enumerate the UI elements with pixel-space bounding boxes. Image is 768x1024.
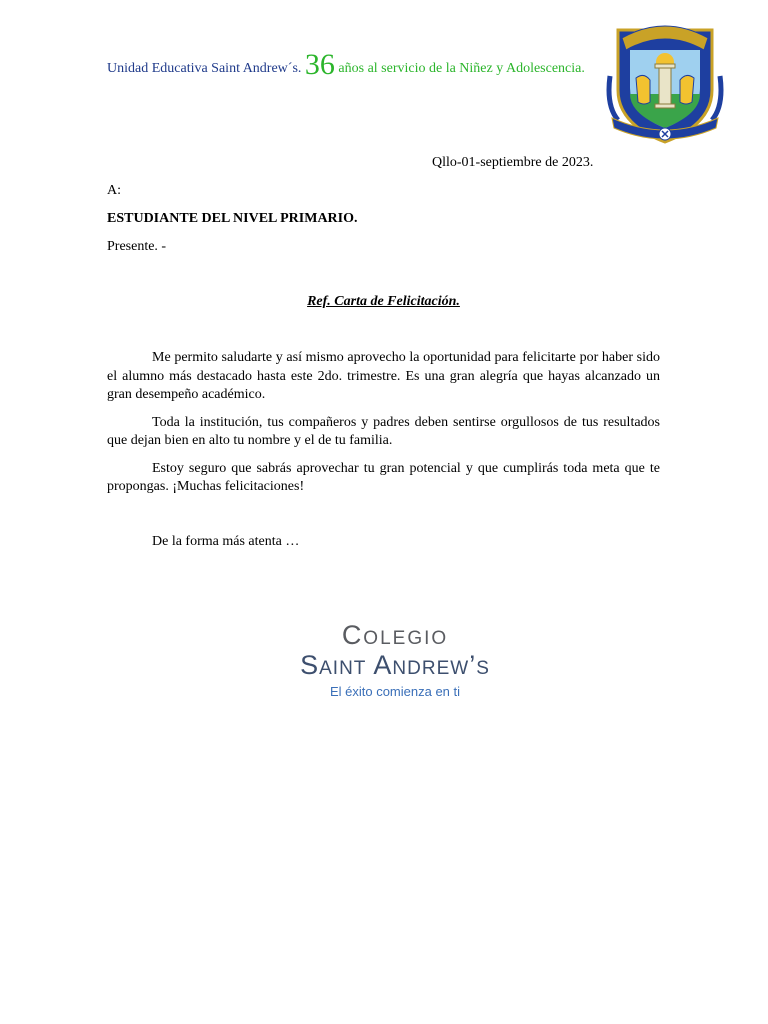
paragraph: Toda la institución, tus compañeros y padres deben sentirse orgullosos de tus resultados que dejan bien en alto tu nombre y el de tu familia. <box>107 414 660 448</box>
letter-date: Qllo-01-septiembre de 2023. <box>432 155 594 170</box>
letter-closing: De la forma más atenta … <box>152 534 300 549</box>
institution-name: Unidad Educativa Saint Andrew´s. <box>107 61 302 76</box>
letter-body <box>107 349 660 506</box>
crest-icon <box>604 16 726 146</box>
paragraph: Me permito saludarte y así mismo aprovecho la oportunidad para felicitarte por haber sido el alumno más destacado hasta este 2do. trimestre. Es una gran alegría que hayas alcanzado un gran desempeño académico. <box>107 350 660 402</box>
colegio-logo <box>270 620 520 699</box>
header-tagline: años al servicio de la Niñez y Adolescencia. <box>338 61 585 76</box>
recipient-name: ESTUDIANTE DEL NIVEL PRIMARIO. <box>107 211 358 226</box>
recipient-label: A: <box>107 183 121 198</box>
logo-slogan: El éxito comienza en ti <box>329 684 461 699</box>
present-line: Presente. - <box>107 239 167 254</box>
header-line <box>107 48 585 82</box>
logo-line-colegio: Colegio <box>341 620 449 650</box>
paragraph: Estoy seguro que sabrás aprovechar tu gran potencial y que cumplirás toda meta que te propongas. ¡Muchas felicitaciones! <box>107 460 660 494</box>
logo-line-saint-andrews: Saint Andrew’s <box>300 650 490 680</box>
years-number: 36 <box>304 48 335 81</box>
school-crest-logo <box>604 16 726 146</box>
letter-subject: Ref. Carta de Felicitación. <box>307 294 460 309</box>
